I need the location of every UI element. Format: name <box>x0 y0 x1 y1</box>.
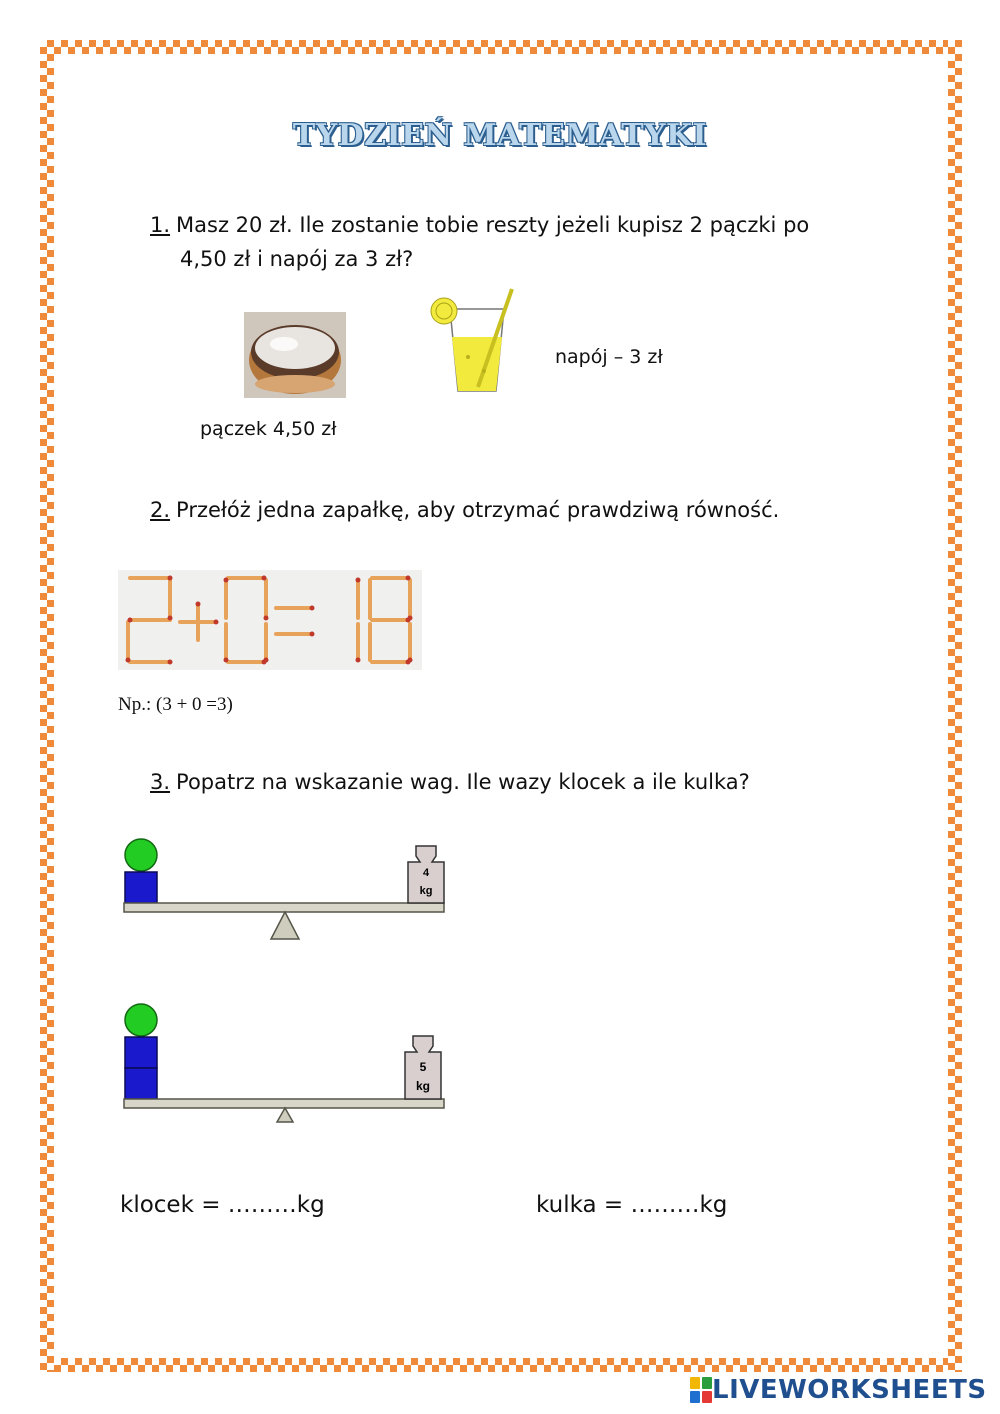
scale-1-weight-unit: kg <box>419 885 433 897</box>
task-2-number: 2. <box>150 498 171 522</box>
balance-scale-2 <box>120 1002 450 1124</box>
liveworksheets-logo-icon <box>690 1377 712 1403</box>
matchstick-equation-image <box>118 570 422 670</box>
task-3-number: 3. <box>150 770 171 794</box>
border-left <box>40 40 54 1372</box>
scale-2-weight-value: 5 <box>419 1060 427 1074</box>
task-1 <box>150 208 890 276</box>
liveworksheets-logo-text: LIVEWORKSHEETS <box>712 1375 987 1405</box>
task-2-example: Np.: (3 + 0 =3) <box>118 694 233 715</box>
scale-2-weight-unit: kg <box>415 1079 431 1093</box>
task-3-text: Popatrz na wskazanie wag. Ile wazy klocek a ile kulka? <box>176 770 750 794</box>
task-1-text-line1: Masz 20 zł. Ile zostanie tobie reszty jeżeli kupisz 2 pączki po <box>176 213 810 237</box>
donut-image <box>244 312 346 398</box>
liveworksheets-logo <box>690 1375 987 1405</box>
drink-glass-image <box>428 287 516 397</box>
border-right <box>948 40 962 1372</box>
border-bottom <box>40 1358 962 1372</box>
answer-ball-field[interactable]: kulka = ………kg <box>536 1192 728 1218</box>
task-3 <box>150 765 910 799</box>
balance-scale-1 <box>120 836 450 944</box>
task-1-text-line2: 4,50 zł i napój za 3 zł? <box>180 247 414 271</box>
task-1-number: 1. <box>150 213 171 237</box>
border-top <box>40 40 962 54</box>
task-2-text: Przełóż jedna zapałkę, aby otrzymać prawdziwą równość. <box>176 498 780 522</box>
task-2 <box>150 493 910 527</box>
page-title: TYDZIEŃ MATEMATYKI <box>292 118 708 153</box>
answer-block-field[interactable]: klocek = ………kg <box>120 1192 325 1218</box>
donut-caption: pączek 4,50 zł <box>200 418 337 440</box>
scale-1-weight-value: 4 <box>422 867 430 879</box>
drink-caption: napój – 3 zł <box>555 346 663 368</box>
